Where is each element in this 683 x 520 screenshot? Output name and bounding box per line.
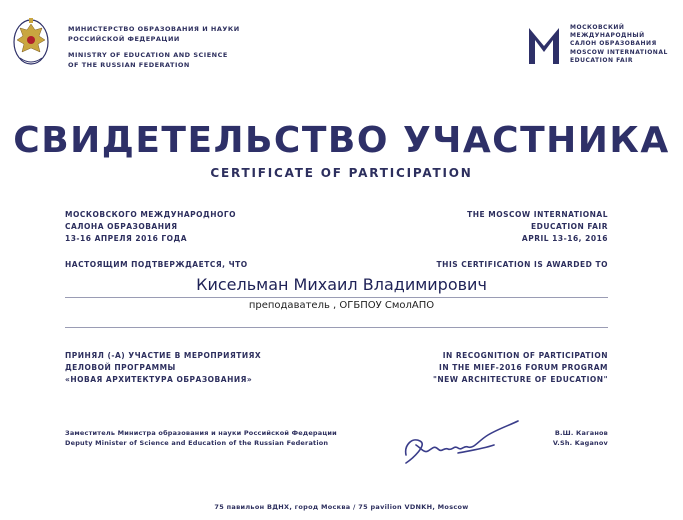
recipient-position: преподаватель , ОГБПОУ СмолАПО — [248, 300, 435, 311]
salon-ru-line3: САЛОН ОБРАЗОВАНИЯ — [570, 40, 657, 48]
recognition-ru-line2: ДЕЛОВОЙ ПРОГРАММЫ — [65, 363, 176, 372]
salon-ru-line1: МОСКОВСКИЙ — [570, 24, 625, 31]
event-ru-line1: МОСКОВСКОГО МЕЖДУНАРОДНОГО — [65, 210, 237, 219]
event-en-line1: THE MOSCOW INTERNATIONAL — [467, 210, 608, 219]
award-ru: НАСТОЯЩИМ ПОДТВЕРЖДАЕТСЯ, ЧТО — [65, 260, 248, 269]
salon-ru-line2: МЕЖДУНАРОДНЫЙ — [570, 32, 645, 40]
recognition-ru — [65, 350, 261, 386]
recognition-en-line3: "NEW ARCHITECTURE OF EDUCATION" — [432, 375, 608, 384]
recipient-name: Кисельман Михаил Владимирович — [196, 275, 487, 294]
signatory-name — [553, 428, 608, 448]
recognition-en — [433, 350, 608, 386]
ministry-name-en — [68, 50, 228, 70]
signatory-title-ru: Заместитель Министра образования и науки Российской Федерации — [65, 429, 337, 437]
signatory-title-en: Deputy Minister of Science and Education of the Russian Federation — [65, 439, 329, 447]
recognition-en-line2: IN THE MIEF-2016 FORUM PROGRAM — [439, 363, 608, 372]
recognition-ru-line1: ПРИНЯЛ (-А) УЧАСТИЕ В МЕРОПРИЯТИЯХ — [65, 351, 262, 360]
event-en-line3: APRIL 13-16, 2016 — [521, 234, 608, 243]
event-en — [467, 209, 608, 245]
event-ru-line3: 13-16 АПРЕЛЯ 2016 ГОДА — [65, 234, 188, 243]
award-en: THIS CERTIFICATION IS AWARDED TO — [436, 260, 608, 269]
ministry-en-line2: OF THE RUSSIAN FEDERATION — [68, 61, 190, 69]
event-ru — [65, 209, 236, 245]
ministry-en-line1: MINISTRY OF EDUCATION AND SCIENCE — [68, 51, 228, 59]
signatory-name-ru: В.Ш. Каганов — [554, 429, 608, 437]
ministry-ru-line2: РОССИЙСКОЙ ФЕДЕРАЦИИ — [68, 35, 180, 43]
position-underline — [65, 327, 608, 328]
certificate-title: СВИДЕТЕЛЬСТВО УЧАСТНИКА — [13, 120, 670, 161]
signatory-name-en: V.Sh. Kaganov — [552, 439, 608, 447]
salon-en-line1: MOSCOW INTERNATIONAL — [570, 48, 668, 56]
footer-address: 75 павильон ВДНХ, город Москва / 75 pavilion VDNKH, Moscow — [214, 503, 469, 511]
mief-logo-icon — [527, 26, 561, 66]
name-underline — [65, 297, 608, 298]
ministry-emblem-icon — [12, 14, 50, 70]
signature-image — [398, 415, 526, 467]
recognition-ru-line3: «НОВАЯ АРХИТЕКТУРА ОБРАЗОВАНИЯ» — [65, 375, 253, 384]
salon-name — [570, 24, 668, 65]
ministry-ru-line1: МИНИСТЕРСТВО ОБРАЗОВАНИЯ И НАУКИ — [68, 25, 240, 33]
event-en-line2: EDUCATION FAIR — [531, 222, 608, 231]
ministry-name-ru — [68, 24, 240, 44]
signatory-title — [65, 428, 337, 448]
salon-en-line2: EDUCATION FAIR — [570, 56, 633, 64]
event-ru-line2: САЛОНА ОБРАЗОВАНИЯ — [65, 222, 178, 231]
recognition-en-line1: IN RECOGNITION OF PARTICIPATION — [442, 351, 608, 360]
certificate-subtitle: CERTIFICATE OF PARTICIPATION — [210, 166, 473, 180]
